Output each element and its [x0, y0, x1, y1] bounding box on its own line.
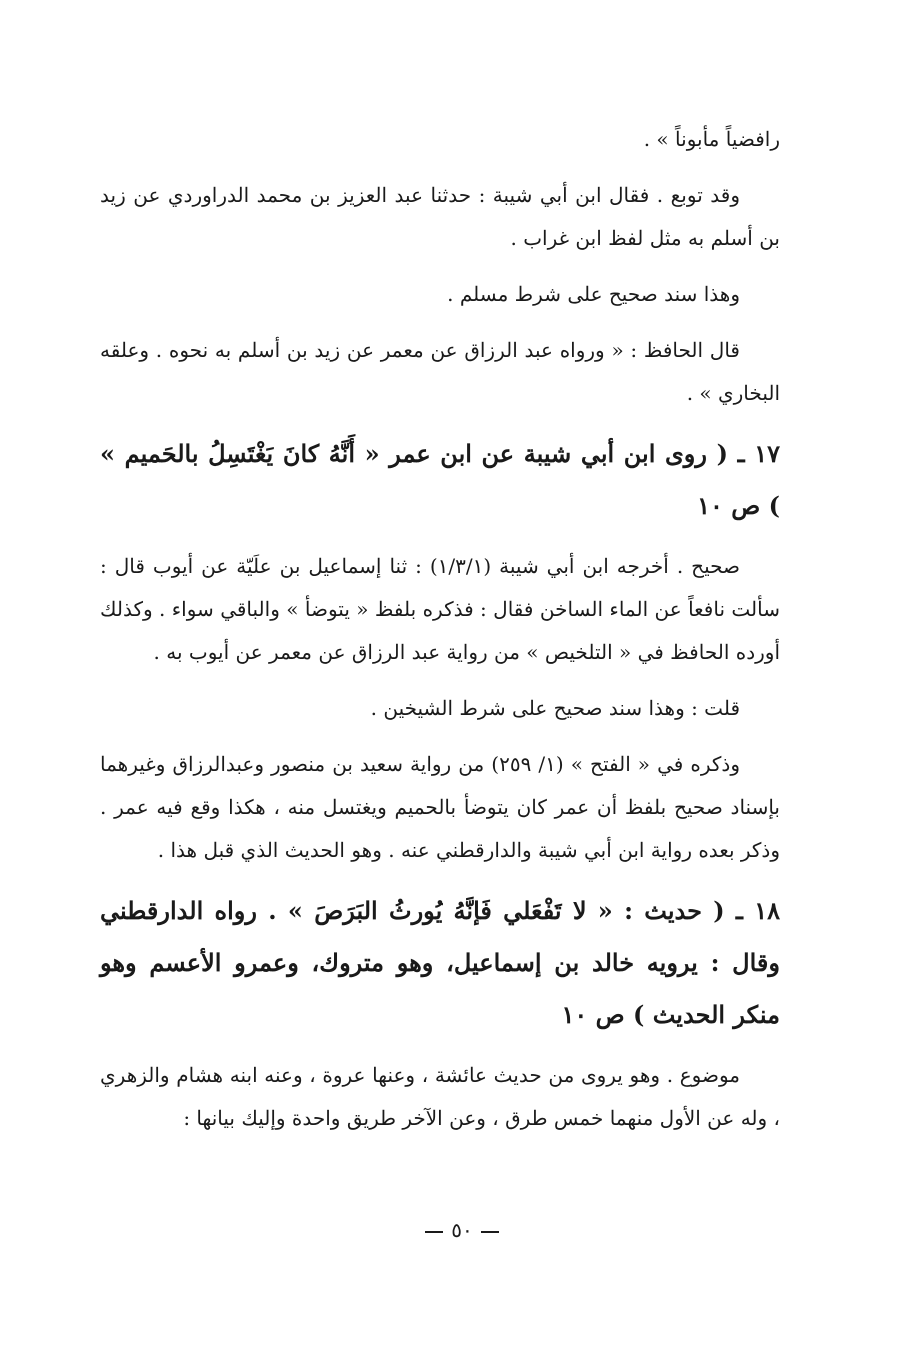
page-number-value: ٥٠	[451, 1218, 473, 1242]
page-number-dash-right	[481, 1231, 499, 1233]
page-body	[100, 118, 780, 1153]
page-number	[0, 1218, 924, 1242]
paragraph-1: رافضياً مأبوناً » .	[643, 127, 780, 151]
paragraph-2: وقد توبع . فقال ابن أبي شيبة : حدثنا عبد العزيز بن محمد الدراوردي عن زيد بن أسلم به مثل لفظ ابن غراب .	[100, 183, 780, 250]
hadith-heading-17: ١٧ ـ ( روى ابن أبي شيبة عن ابن عمر « أَنَّهُ كانَ يَغْتَسِلُ بالحَميم » ) ص ١٠	[100, 439, 780, 520]
paragraph-8: موضوع . وهو يروى من حديث عائشة ، وعنها عروة ، وعنه ابنه هشام والزهري ، وله عن الأول منهما خمس طرق ، وعن الآخر طريق واحدة وإليك بيانها :	[100, 1063, 780, 1130]
paragraph-6: قلت : وهذا سند صحيح على شرط الشيخين .	[370, 696, 740, 720]
paragraph-7: وذكره في « الفتح » (١/ ٢٥٩) من رواية سعيد بن منصور وعبدالرزاق وغيرهما بإسناد صحيح بلفظ أن عمر كان يتوضأ بالحميم ويغتسل منه ، هكذا وقع فيه عمر . وذكر بعده رواية ابن أبي شيبة والدارقطني عنه . وهو الحديث الذي قبل هذا .	[100, 752, 780, 862]
hadith-heading-18: ١٨ ـ ( حديث : « لا تَفْعَلي فَإنَّهُ يُورثُ البَرَصَ » . رواه الدارقطني وقال : يرويه خالد بن إسماعيل، وهو متروك، وعمرو الأعسم وهو منكر الحديث ) ص ١٠	[100, 896, 780, 1029]
paragraph-5: صحيح . أخرجه ابن أبي شيبة (١/٣/١) : ثنا إسماعيل بن علَيّة عن أيوب قال : سألت نافعاً عن الماء الساخن فقال : فذكره بلفظ « يتوضأ » والباقي سواء . وكذلك أورده الحافظ في « التلخيص » من رواية عبد الرزاق عن معمر عن أيوب به .	[100, 554, 780, 664]
page-number-dash-left	[425, 1231, 443, 1233]
paragraph-3: وهذا سند صحيح على شرط مسلم .	[447, 282, 740, 306]
paragraph-4: قال الحافظ : « ورواه عبد الرزاق عن معمر عن زيد بن أسلم به نحوه . وعلقه البخاري » .	[100, 338, 780, 405]
